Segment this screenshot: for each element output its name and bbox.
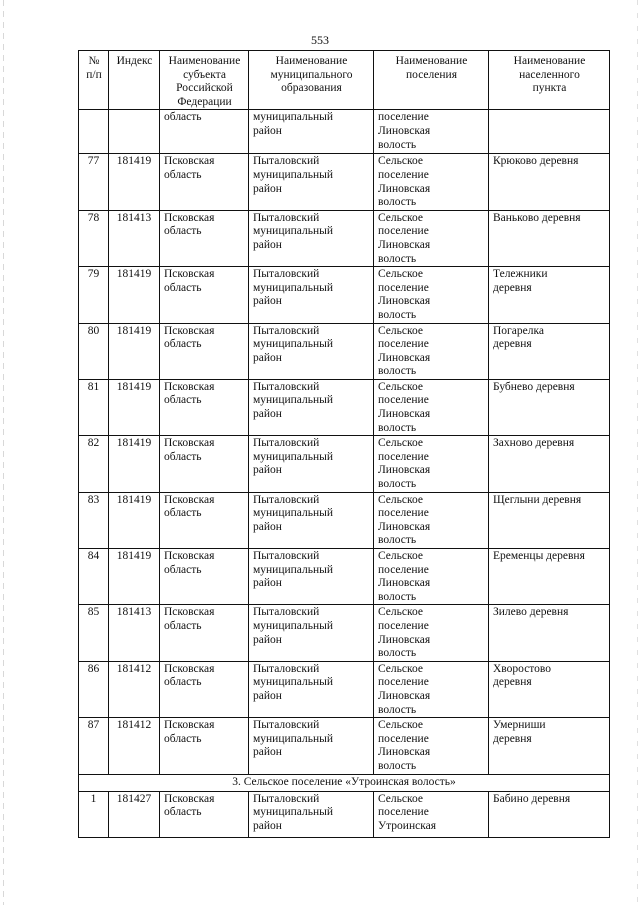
cell-settlement: Сельское поселение Линовская волость bbox=[374, 210, 489, 266]
cell-num: 81 bbox=[79, 379, 109, 435]
scan-edge-left bbox=[3, 0, 4, 905]
cell-subject: Псковская область bbox=[160, 267, 249, 323]
cell-settlement: Сельское поселение Линовская волость bbox=[374, 549, 489, 605]
cell-subject: Псковская область bbox=[160, 436, 249, 492]
cell-settlement: Сельское поселение Линовская волость bbox=[374, 661, 489, 717]
cell-settlement: поселение Линовская волость bbox=[374, 110, 489, 154]
cell-index bbox=[109, 110, 160, 154]
table-row bbox=[79, 323, 610, 379]
table-row bbox=[79, 379, 610, 435]
page-number: 553 bbox=[311, 33, 329, 47]
cell-settlement: Сельское поселение Линовская волость bbox=[374, 718, 489, 774]
cell-locality: Ваньково деревня bbox=[489, 210, 610, 266]
cell-locality: Зилево деревня bbox=[489, 605, 610, 661]
cell-num: 82 bbox=[79, 436, 109, 492]
cell-index: 181419 bbox=[109, 436, 160, 492]
cell-municipality: муниципальный район bbox=[249, 110, 374, 154]
cell-subject: Псковская область bbox=[160, 210, 249, 266]
cell-subject: Псковская область bbox=[160, 549, 249, 605]
cell-num: 86 bbox=[79, 661, 109, 717]
cell-index: 181419 bbox=[109, 154, 160, 210]
table-row bbox=[79, 267, 610, 323]
cell-municipality: Пыталовский муниципальный район bbox=[249, 605, 374, 661]
table-row bbox=[79, 549, 610, 605]
cell-num: 87 bbox=[79, 718, 109, 774]
cell-index: 181413 bbox=[109, 210, 160, 266]
cell-settlement: Сельское поселение Линовская волость bbox=[374, 492, 489, 548]
cell-locality: Захново деревня bbox=[489, 436, 610, 492]
cell-num: 84 bbox=[79, 549, 109, 605]
scan-edge-right bbox=[637, 0, 638, 905]
header-num: № п/п bbox=[79, 51, 109, 110]
cell-municipality: Пыталовский муниципальный район bbox=[249, 323, 374, 379]
header-municipality: Наименование муниципального образования bbox=[249, 51, 374, 110]
cell-settlement: Сельское поселение Утроинская bbox=[374, 791, 489, 837]
cell-subject: Псковская область bbox=[160, 492, 249, 548]
cell-index: 181413 bbox=[109, 605, 160, 661]
cell-municipality: Пыталовский муниципальный район bbox=[249, 267, 374, 323]
table-row bbox=[79, 661, 610, 717]
cell-municipality: Пыталовский муниципальный район bbox=[249, 549, 374, 605]
cell-locality: Крюково деревня bbox=[489, 154, 610, 210]
table-row bbox=[79, 718, 610, 774]
cell-subject: Псковская область bbox=[160, 323, 249, 379]
cell-index: 181412 bbox=[109, 718, 160, 774]
cell-municipality: Пыталовский муниципальный район bbox=[249, 492, 374, 548]
header-settlement: Наименование поселения bbox=[374, 51, 489, 110]
cell-subject: Псковская область bbox=[160, 154, 249, 210]
table-row bbox=[79, 154, 610, 210]
cell-num: 78 bbox=[79, 210, 109, 266]
settlements-table bbox=[78, 50, 610, 838]
table-row bbox=[79, 605, 610, 661]
table-row-final bbox=[79, 791, 610, 837]
cell-settlement: Сельское поселение Линовская волость bbox=[374, 267, 489, 323]
cell-settlement: Сельское поселение Линовская волость bbox=[374, 323, 489, 379]
cell-subject: Псковская область bbox=[160, 379, 249, 435]
cell-locality: Бабино деревня bbox=[489, 791, 610, 837]
cell-subject: Псковская область bbox=[160, 605, 249, 661]
cell-municipality: Пыталовский муниципальный район bbox=[249, 436, 374, 492]
cell-index: 181419 bbox=[109, 267, 160, 323]
section-title: 3. Сельское поселение «Утроинская волость» bbox=[79, 774, 610, 791]
cell-index: 181419 bbox=[109, 549, 160, 605]
section-row bbox=[79, 774, 610, 791]
table-row bbox=[79, 210, 610, 266]
cell-settlement: Сельское поселение Линовская волость bbox=[374, 436, 489, 492]
cell-num: 85 bbox=[79, 605, 109, 661]
cell-municipality: Пыталовский муниципальный район bbox=[249, 379, 374, 435]
cell-subject: область bbox=[160, 110, 249, 154]
cell-index: 181412 bbox=[109, 661, 160, 717]
cell-locality: Погарелка деревня bbox=[489, 323, 610, 379]
cell-municipality: Пыталовский муниципальный район bbox=[249, 154, 374, 210]
table-row bbox=[79, 436, 610, 492]
cell-settlement: Сельское поселение Линовская волость bbox=[374, 379, 489, 435]
cell-index: 181427 bbox=[109, 791, 160, 837]
cell-locality: Бубнево деревня bbox=[489, 379, 610, 435]
cell-index: 181419 bbox=[109, 379, 160, 435]
cell-num: 77 bbox=[79, 154, 109, 210]
cell-num: 83 bbox=[79, 492, 109, 548]
cell-locality: Тележники деревня bbox=[489, 267, 610, 323]
cell-num: 80 bbox=[79, 323, 109, 379]
cell-municipality: Пыталовский муниципальный район bbox=[249, 791, 374, 837]
cell-index: 181419 bbox=[109, 323, 160, 379]
cell-num: 79 bbox=[79, 267, 109, 323]
header-subject: Наименование субъекта Российской Федерации bbox=[160, 51, 249, 110]
table-row bbox=[79, 492, 610, 548]
cell-settlement: Сельское поселение Линовская волость bbox=[374, 605, 489, 661]
cell-num bbox=[79, 110, 109, 154]
cell-subject: Псковская область bbox=[160, 791, 249, 837]
cell-locality bbox=[489, 110, 610, 154]
header-row bbox=[79, 51, 610, 110]
cell-num: 1 bbox=[79, 791, 109, 837]
header-index: Индекс bbox=[109, 51, 160, 110]
cell-subject: Псковская область bbox=[160, 661, 249, 717]
table-row-continuation bbox=[79, 110, 610, 154]
cell-municipality: Пыталовский муниципальный район bbox=[249, 661, 374, 717]
cell-locality: Умерниши деревня bbox=[489, 718, 610, 774]
cell-municipality: Пыталовский муниципальный район bbox=[249, 210, 374, 266]
cell-municipality: Пыталовский муниципальный район bbox=[249, 718, 374, 774]
header-locality: Наименование населенного пункта bbox=[489, 51, 610, 110]
cell-locality: Хворостово деревня bbox=[489, 661, 610, 717]
cell-locality: Щеглыни деревня bbox=[489, 492, 610, 548]
cell-subject: Псковская область bbox=[160, 718, 249, 774]
cell-settlement: Сельское поселение Линовская волость bbox=[374, 154, 489, 210]
cell-locality: Еременцы деревня bbox=[489, 549, 610, 605]
cell-index: 181419 bbox=[109, 492, 160, 548]
